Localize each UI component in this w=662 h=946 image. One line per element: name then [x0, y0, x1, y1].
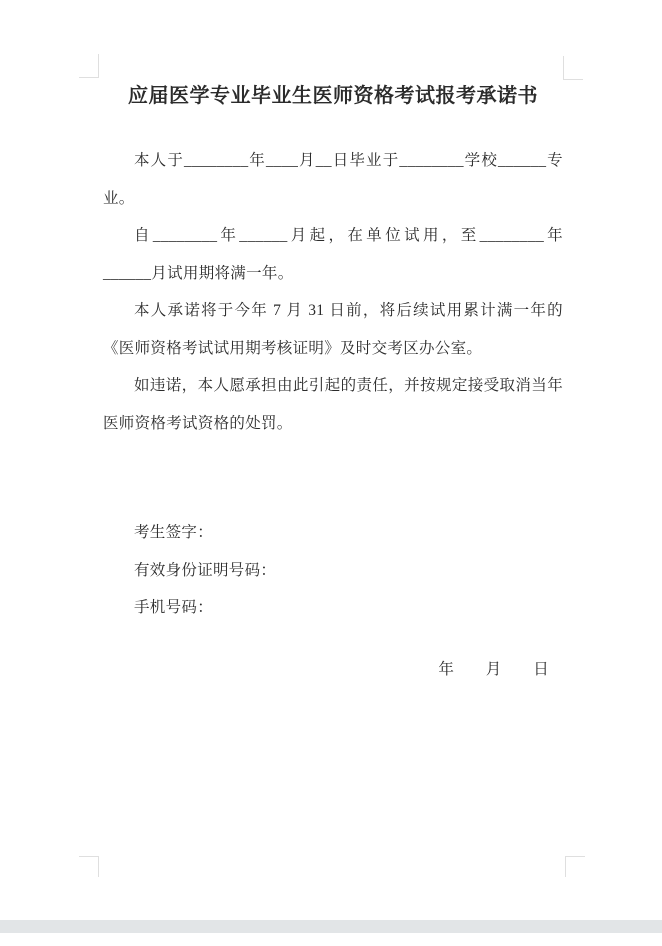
paragraph-penalty: 如违诺，本人愿承担由此引起的责任，并按规定接受取消当年医师资格考试资格的处罚。 — [103, 377, 563, 432]
field-id-number: 有效身份证明号码： — [134, 561, 277, 579]
field-phone-number: 手机号码： — [134, 599, 214, 616]
document-title: 应届医学专业毕业生医师资格考试报考承诺书 — [128, 85, 538, 107]
margin-corner-mark-bottom-right — [565, 856, 585, 877]
document-body — [103, 142, 563, 442]
signature-block — [103, 514, 563, 627]
margin-corner-mark-bottom-left — [79, 856, 99, 877]
paragraph-graduation-info: 本人于________年____月__日毕业于________学校______专业。 — [103, 152, 563, 207]
paragraph-probation-period: 自________年______月起，在单位试用，至________年______月试用期将满一年。 — [103, 227, 563, 282]
field-candidate-signature: 考生签字： — [134, 524, 214, 541]
date-line: 年 月 日 — [438, 660, 549, 678]
paragraph-commitment: 本人承诺将于今年 7 月 31 日前，将后续试用累计满一年的《医师资格考试试用期考核证明》及时交考区办公室。 — [103, 302, 563, 357]
document-content — [103, 84, 563, 688]
margin-corner-mark-top-right — [563, 56, 583, 80]
viewer-bottom-edge — [0, 920, 662, 933]
margin-corner-mark-top-left — [79, 54, 99, 78]
